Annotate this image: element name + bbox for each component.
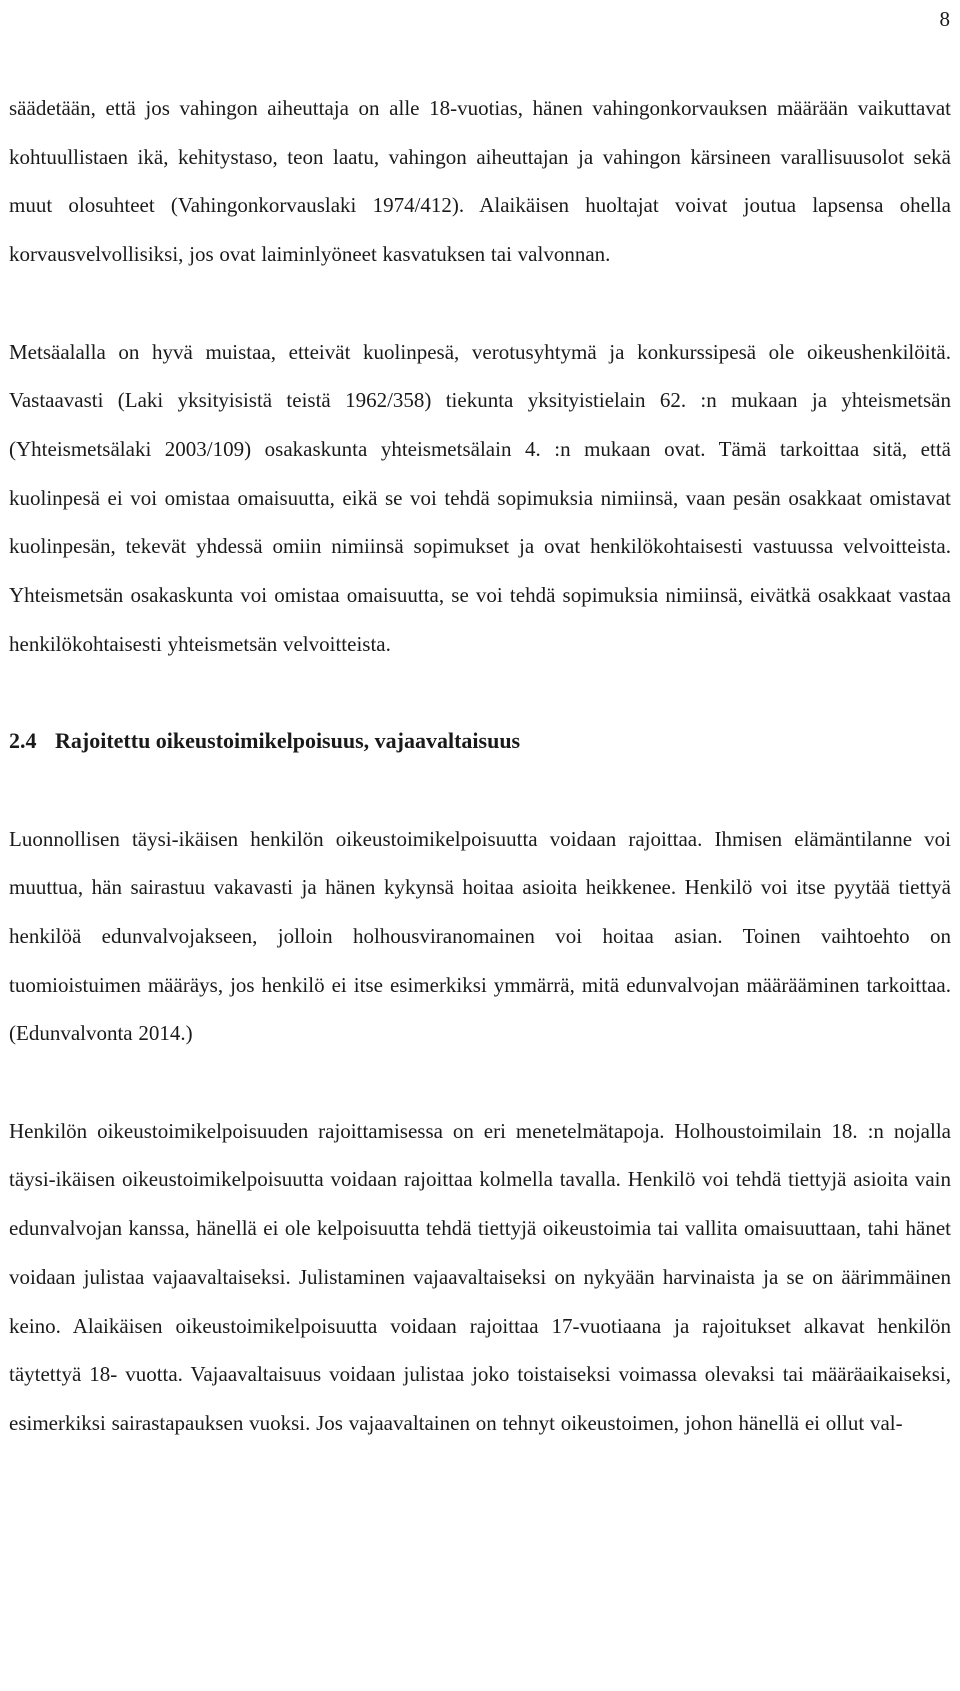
paragraph-damages-minors: säädetään, että jos vahingon aiheuttaja on alle 18-vuotias, hänen vahingonkorvauksen määrään vaikuttavat kohtuullistaen ikä, kehitystaso, teon laatu, vahingon aiheuttajan ja vahingon kärsineen varallisuusolot sekä muut olosuhteet (Vahingonkorvauslaki 1974/412). Alaikäisen huoltajat voivat joutua lapsensa ohella korvausvelvollisiksi, jos ovat laiminlyöneet kasvatuksen tai valvonnan.	[9, 96, 951, 267]
paragraph-restriction-methods: Henkilön oikeustoimikelpoisuuden rajoittamisessa on eri menetelmätapoja. Holhoustoimilain 18. :n nojalla täysi-ikäisen oikeustoimikelpoisuutta voidaan rajoittaa kolmella tavalla. Henkilö voi tehdä tiettyjä asioita vain edunvalvojan kanssa, hänellä ei ole kelpoisuutta tehdä tiettyjä oikeustoimia tai vallita omaisuuttaan, tahi hänet voidaan julistaa vajaavaltaiseksi. Julistaminen vajaavaltaiseksi on nykyään harvinaista ja se on äärimmäinen keino. Alaikäisen oikeustoimikelpoisuutta voidaan rajoittaa 17-vuotiaana ja rajoitukset alkavat henkilön täytettyä 18- vuotta. Vajaavaltaisuus voidaan julistaa joko toistaiseksi voimassa olevaksi tai määräaikaiseksi, esimerkiksi sairastapauksen vuoksi. Jos vajaavaltainen on tehnyt oikeustoimen, johon hänellä ei ollut val-	[9, 1118, 951, 1435]
document-body	[9, 84, 951, 1448]
page-number: 8	[939, 7, 950, 31]
section-heading	[9, 717, 951, 766]
paragraph-gap	[9, 668, 951, 717]
section-title: Rajoitettu oikeustoimikelpoisuus, vajaavaltaisuus	[55, 728, 521, 754]
paragraph-gap	[9, 766, 951, 815]
paragraph-gap	[9, 279, 951, 328]
paragraph-legal-persons: Metsäalalla on hyvä muistaa, etteivät kuolinpesä, verotusyhtymä ja konkurssipesä ole oikeushenkilöitä. Vastaavasti (Laki yksityisistä teistä 1962/358) tiekunta yksityistielain 62. :n mukaan ja yhteismetsän (Yhteismetsälaki 2003/109) osakaskunta yhteismetsälain 4. :n mukaan ovat. Tämä tarkoittaa sitä, että kuolinpesä ei voi omistaa omaisuutta, eikä se voi tehdä sopimuksia nimiinsä, vaan pesän osakkaat omistavat kuolinpesän, tekevät yhdessä omiin nimiinsä sopimukset ja ovat henkilökohtaisesti vastuussa velvoitteista. Yhteismetsän osakaskunta voi omistaa omaisuutta, se voi tehdä sopimuksia nimiinsä, eivätkä osakkaat vastaa henkilökohtaisesti yhteismetsän velvoitteista.	[9, 339, 951, 656]
section-number: 2.4	[9, 728, 37, 754]
paragraph-gap	[9, 1058, 951, 1107]
paragraph-guardianship: Luonnollisen täysi-ikäisen henkilön oikeustoimikelpoisuutta voidaan rajoittaa. Ihmisen elämäntilanne voi muuttua, hän sairastuu vakavasti ja hänen kykynsä hoitaa asioita heikkenee. Henkilö voi itse pyytää tiettyä henkilöä edunvalvojakseen, jolloin holhousviranomainen voi hoitaa asian. Toinen vaihtoehto on tuomioistuimen määräys, jos henkilö ei itse esimerkiksi ymmärrä, mitä edunvalvojan määrääminen tarkoittaa. (Edunvalvonta 2014.)	[9, 826, 951, 1046]
